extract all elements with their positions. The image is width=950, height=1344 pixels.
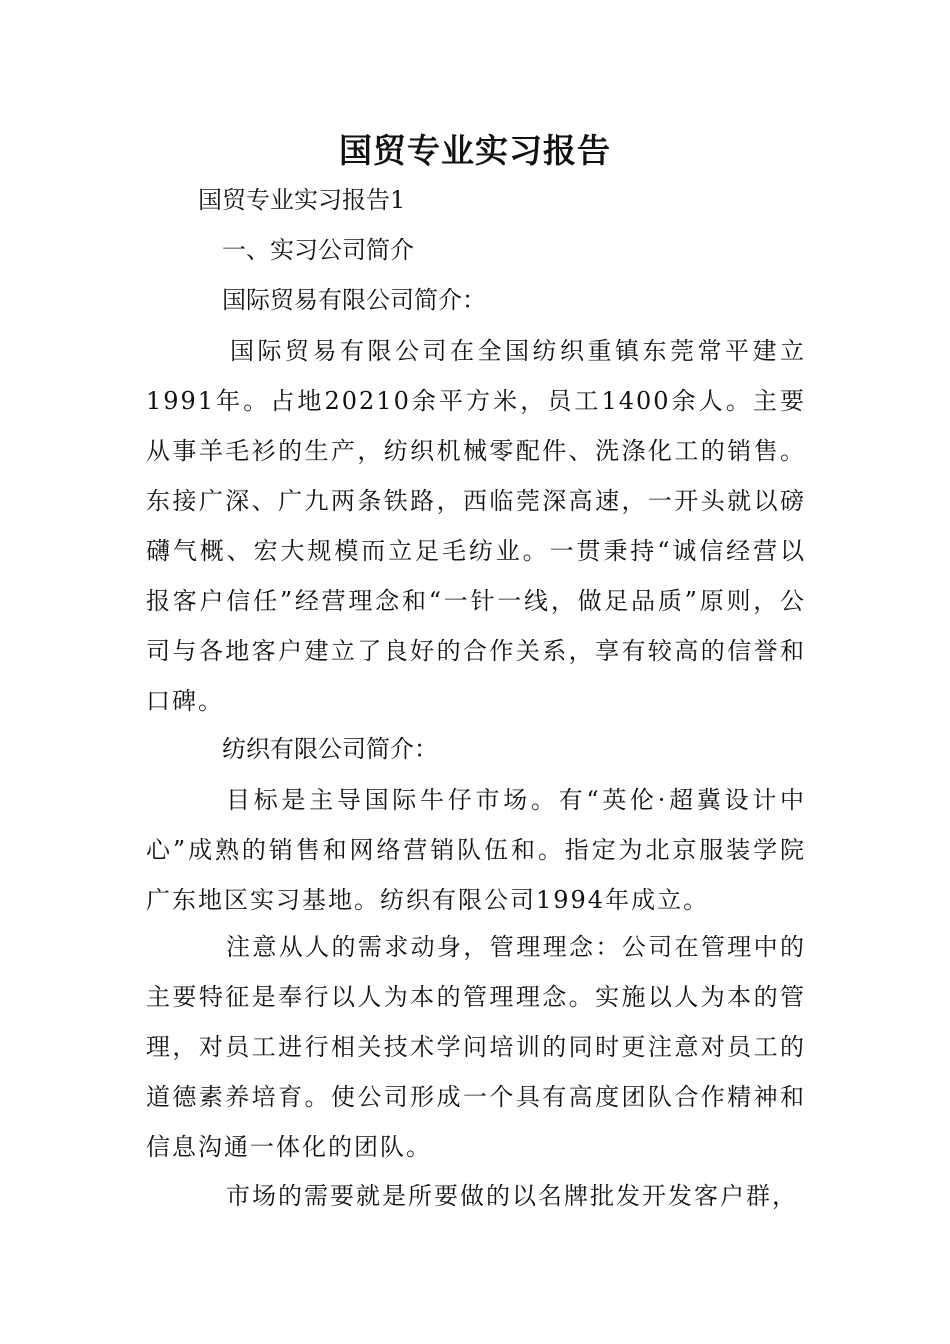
company1-heading: 国际贸易有限公司简介： xyxy=(222,286,486,314)
company2-heading: 纺织有限公司简介： xyxy=(222,735,438,763)
management-paragraph: 注意从人的需求动身，管理理念：公司在管理中的主要特征是奉行以人为本的管理理念。实施以人为本的管理，对员工进行相关技术学问培训的同时更注意对员工的道德素养培育。使公司形成一个具有高度团队合作精神和信息沟通一体化的团队。 xyxy=(146,933,806,1161)
section-heading: 国贸专业实习报告1 xyxy=(198,186,406,214)
subheading-company-intro: 一、实习公司简介 xyxy=(222,236,414,264)
market-paragraph: 市场的需要就是所要做的以名牌批发开发客户群， xyxy=(226,1182,798,1210)
company2-paragraph: 目标是主导国际牛仔市场。有“英伦·超冀设计中心”成熟的销售和网络营销队伍和。指定为北京服装学院广东地区实习基地。纺织有限公司1994年成立。 xyxy=(146,786,806,914)
document-title: 国贸专业实习报告 xyxy=(339,131,611,170)
company1-paragraph: 国际贸易有限公司在全国纺织重镇东莞常平建立1991年。占地20210余平方米，员工1400余人。主要从事羊毛衫的生产，纺织机械零配件、洗涤化工的销售。东接广深、广九两条铁路，西临莞深高速，一开头就以磅礴气概、宏大规模而立足毛纺业。一贯秉持“诚信经营以报客户信任”经营理念和“一针一线，做足品质”原则，公司与各地客户建立了良好的合作关系，享有较高的信誉和口碑。 xyxy=(146,337,806,715)
